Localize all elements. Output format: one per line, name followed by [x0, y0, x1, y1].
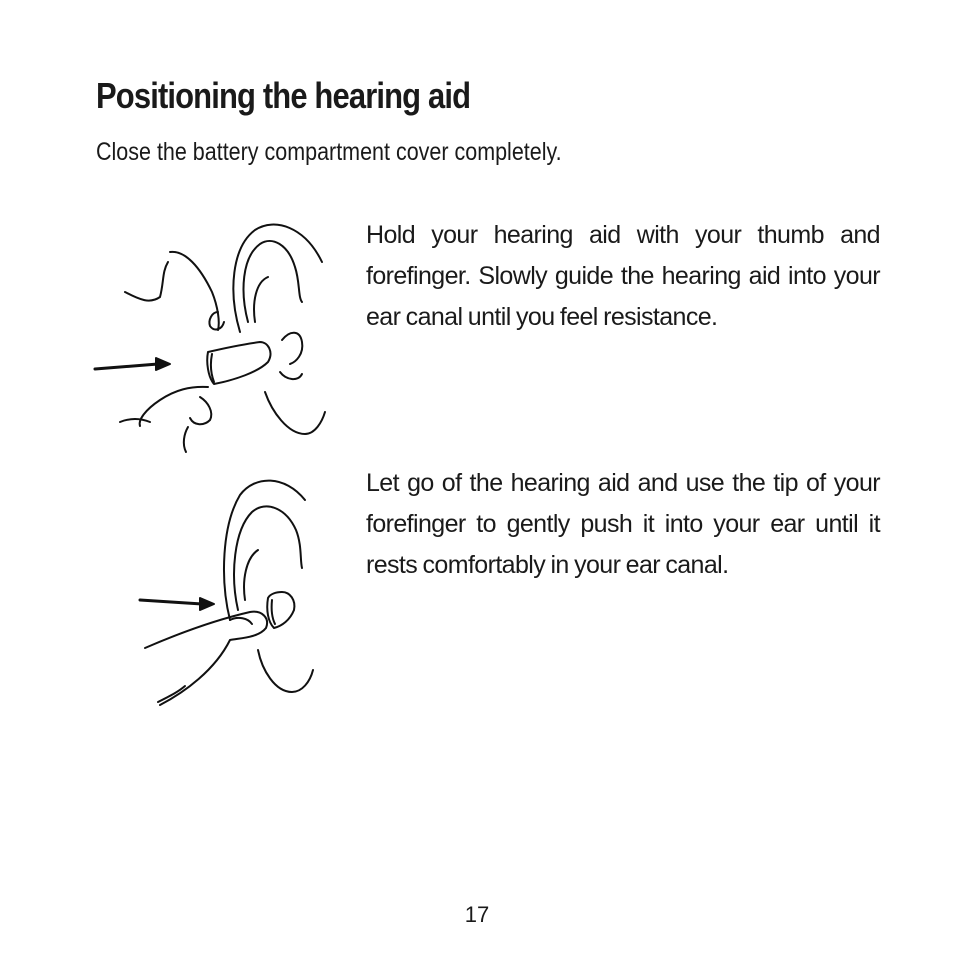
step-1-instruction: Hold your hearing aid with your thumb and forefinger. Slowly guide the hearing aid into your ear canal until you feel resistance.	[366, 221, 880, 331]
thumb	[170, 252, 219, 330]
arrow-icon	[95, 364, 158, 369]
ear-inner-helix	[244, 241, 302, 322]
finger-pushing-hearing-aid-into-ear-illustration	[130, 470, 330, 715]
page-number: 17	[464, 902, 490, 927]
hearing-aid	[207, 342, 270, 384]
forefinger	[145, 612, 267, 705]
forefinger	[140, 387, 208, 426]
hand-inserting-hearing-aid-into-ear-illustration	[90, 212, 340, 457]
step-2-instruction: Let go of the hearing aid and use the tip of your forefinger to gently push it into your ear until it rests comfortably in your ear canal.	[366, 469, 880, 579]
arrow-icon	[140, 600, 202, 604]
intro-instruction: Close the battery compartment cover completely.	[96, 138, 562, 166]
page-title: Positioning the hearing aid	[96, 75, 471, 116]
